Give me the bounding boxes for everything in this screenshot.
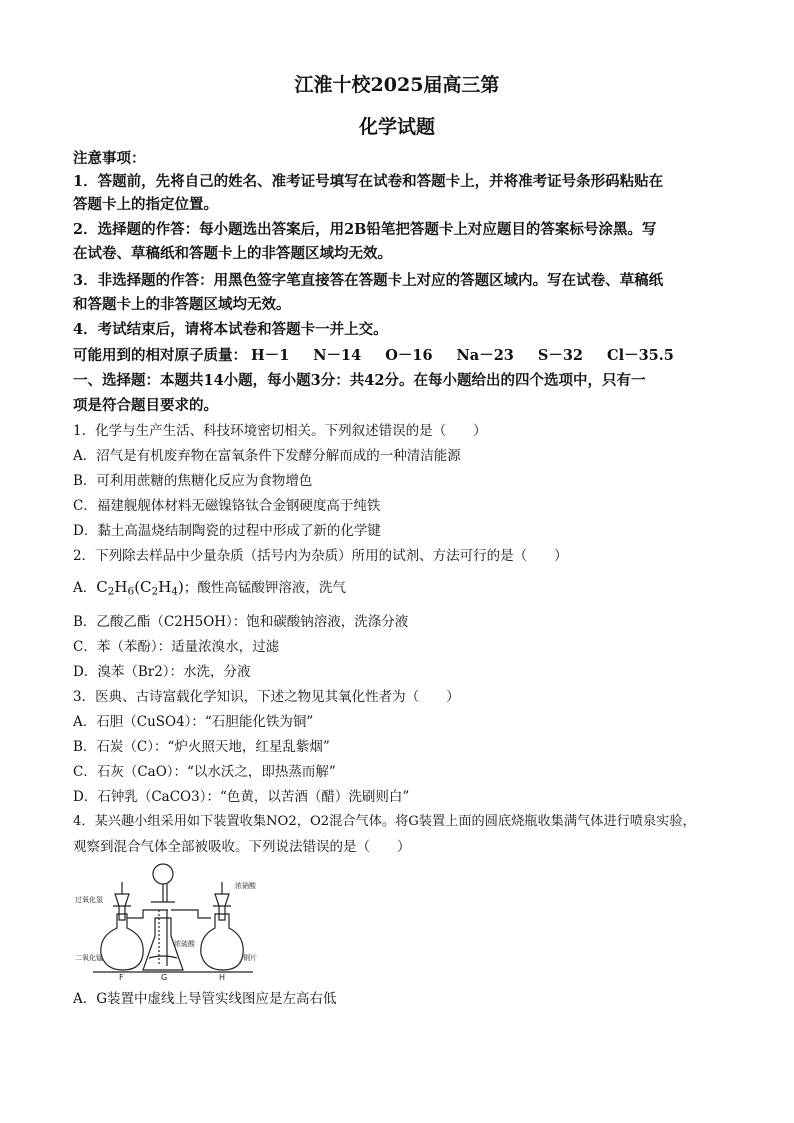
round-flask-g [153,864,173,884]
notice-item3-line1: 3．非选择题的作答：用黑色签字笔直接答在答题卡上对应的答题区域内。写在试卷、草稿纸 [73,272,664,289]
label-f: F [119,973,124,982]
q3-option-c: C．石灰（CaO）：“以水沃之，即热蒸而解” [73,764,336,780]
q3-stem: 3．医典、古诗富载化学知识，下述之物见其氧化性者为（ ） [73,689,460,705]
q4-stem-line1: 4．某兴趣小组采用如下装置收集NO2，O2混合气体。将G装置上面的圆底烧瓶收集满气体进行喷泉实验， [73,814,696,829]
q2-option-c: C．苯（苯酚）：适量浓溴水，过滤 [73,639,280,655]
notice-item2-line2: 在试卷、草稿纸和答题卡上的非答题区域均无效。 [73,245,392,262]
atomic-mass-s: S－32 [537,347,584,364]
atomic-mass-cl: Cl－35.5 [607,347,674,364]
atomic-mass-line [73,345,733,367]
q2-option-a [73,576,733,599]
atomic-mass-h: H－1 [251,347,290,364]
label-h: H [219,973,226,982]
apparatus-figure [73,862,263,982]
notice-item1-line1: 1．答题前，先将自己的姓名、准考证号填写在试卷和答题卡上，并将准考证号条形码粘贴在 [73,173,664,190]
q2-option-a-prefix: A． [73,580,97,596]
q1-option-d: D．黏土高温烧结制陶瓷的过程中形成了新的化学键 [73,523,381,539]
label-copper: 铜片 [243,954,257,962]
label-mno2: 二氧化锰 [75,954,103,962]
exam-subtitle: 化学试题 [358,116,435,138]
atomic-mass-o: O－16 [385,347,433,364]
atomic-mass-na: Na－23 [456,347,514,364]
label-conc-hno3: 浓硝酸 [235,882,256,890]
q2-option-b: B．乙酸乙酯（C2H5OH）：饱和碳酸钠溶液，洗涤分液 [73,614,409,630]
label-g: G [161,973,168,982]
atomic-mass-label: 可能用到的相对原子质量： [73,347,247,364]
q4-stem-line2: 观察到混合气体全部被吸收。下列说法错误的是（ ） [73,839,411,855]
atomic-mass-n: N－14 [313,347,362,364]
notice-heading: 注意事项： [73,150,146,167]
q2-option-a-suffix: ；酸性高锰酸钾溶液，洗气 [183,580,346,596]
label-conc-h2so4: 浓硫酸 [174,940,195,948]
q2-option-d: D．溴苯（Br2）：水洗，分液 [73,664,251,680]
q1-option-a: A．沼气是有机废弃物在富氧条件下发酵分解而成的一种清洁能源 [73,448,461,464]
notice-item3-line2: 和答题卡上的非答题区域均无效。 [73,296,291,313]
q2-option-a-formula: $C_2H_6(C_2H_4)$ [96,578,184,598]
dropping-funnel-h [215,894,229,920]
q3-option-d: D．石钟乳（CaCO3）：“色黄，以苦酒（醋）洗刷则白” [73,789,410,805]
q3-option-a: A．石胆（CuSO4）：“石胆能化铁为铜” [73,714,314,730]
q1-stem: 1．化学与生产生活、科技环境密切相关。下列叙述错误的是（ ） [73,423,487,439]
section1-line2: 项是符合题目要求的。 [73,397,218,414]
notice-item1-line2: 答题卡上的指定位置。 [73,196,218,213]
label-h2o2: 过氧化氢 [75,896,103,904]
q4-option-a: A．G装置中虚线上导管实线图应是左高右低 [73,991,337,1007]
notice-item2-line1: 2．选择题的作答：每小题选出答案后，用2B铅笔把答题卡上对应题目的答案标号涂黑。写 [73,221,657,238]
flask-h [201,914,243,970]
section1-line1: 一、选择题：本题共14小题，每小题3分：共42分。在每小题给出的四个选项中，只有一 [73,372,646,389]
q3-option-b: B．石炭（C）：“炉火照天地，红星乱紫烟” [73,739,330,755]
q1-option-c: C．福建舰舰体材料无磁镍铬钛合金钢硬度高于纯铁 [73,498,381,514]
flask-f [101,914,143,970]
tube-f-g [127,910,168,918]
notice-item4: 4．考试结束后，请将本试卷和答题卡一并上交。 [73,321,388,338]
tube-g-h [171,910,211,918]
q1-option-b: B．可利用蔗糖的焦糖化反应为食物增色 [73,473,313,489]
q2-stem: 2．下列除去样品中少量杂质（括号内为杂质）所用的试剂、方法可行的是（ ） [73,548,568,564]
exam-title: 江淮十校2025届高三第 [294,74,500,96]
